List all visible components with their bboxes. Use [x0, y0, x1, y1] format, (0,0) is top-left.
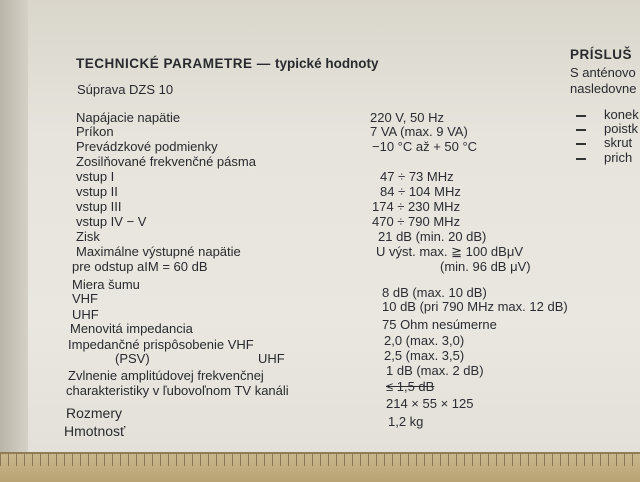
row-value: 47 ÷ 73 MHz	[380, 169, 454, 184]
row-value: 75 Ohm nesúmerne	[382, 317, 497, 332]
row-label: Miera šumu	[72, 277, 140, 292]
accessory-item: konek	[604, 107, 639, 122]
row-label: Rozmery	[66, 405, 123, 421]
row-label: charakteristiky v ľubovoľnom TV kanáli	[66, 383, 289, 398]
row-label: Maximálne výstupné napätie	[76, 244, 241, 259]
row-sublabel: UHF	[258, 351, 285, 366]
accessory-item: poistk	[604, 121, 638, 136]
section-title-text: TECHNICKÉ PARAMETRE	[76, 56, 253, 71]
row-value: 214 × 55 × 125	[386, 396, 474, 411]
accessories-line: nasledovne	[570, 81, 637, 96]
section-title	[76, 57, 379, 71]
ruler-ticks	[0, 454, 640, 466]
row-value: (min. 96 dB μV)	[440, 259, 531, 274]
row-value: U výst. max. ≧ 100 dBμV	[376, 244, 523, 259]
row-value: 84 ÷ 104 MHz	[380, 184, 461, 199]
row-label: vstup I	[76, 169, 115, 184]
page-fold-shadow	[0, 0, 28, 458]
row-label: Zvlnenie amplitúdovej frekvenčnej	[68, 368, 264, 383]
list-dash	[576, 143, 586, 145]
title-dash: —	[256, 56, 271, 71]
row-value: 1 dB (max. 2 dB)	[386, 363, 484, 378]
row-label: vstup II	[76, 184, 118, 199]
row-value: 2,5 (max. 3,5)	[384, 348, 465, 363]
set-name: Súprava DZS 10	[77, 82, 174, 97]
accessory-item: skrut	[604, 135, 633, 150]
row-label: pre odstup aIM = 60 dB	[72, 259, 208, 274]
accessory-item: prich	[604, 150, 633, 165]
row-label: Menovitá impedancia	[70, 321, 193, 336]
ruler	[0, 452, 640, 482]
list-dash	[576, 129, 586, 131]
row-label: UHF	[72, 307, 99, 322]
row-value: 10 dB (pri 790 MHz max. 12 dB)	[382, 299, 568, 314]
row-value: 2,0 (max. 3,0)	[384, 333, 465, 348]
row-label: Hmotnosť	[64, 423, 126, 439]
row-value: 1,2 kg	[388, 414, 424, 429]
row-label: Napájacie napätie	[76, 110, 181, 125]
row-value: −10 °C až + 50 °C	[372, 139, 478, 154]
row-value: ≤ 1,5 dB	[386, 379, 435, 394]
row-value: 7 VA (max. 9 VA)	[370, 124, 468, 139]
section-subtitle: typické hodnoty	[275, 56, 379, 71]
row-value: 174 ÷ 230 MHz	[372, 199, 461, 214]
row-label: Prevádzkové podmienky	[76, 139, 218, 154]
row-label: Impedančné prispôsobenie VHF	[68, 337, 254, 352]
row-value: 21 dB (min. 20 dB)	[378, 229, 487, 244]
row-label: vstup III	[76, 199, 122, 214]
row-label: Príkon	[76, 124, 114, 139]
row-value: 220 V, 50 Hz	[370, 110, 444, 125]
row-label: Zosilňované frekvenčné pásma	[76, 154, 256, 169]
row-label: vstup IV − V	[76, 214, 147, 229]
list-dash	[576, 115, 586, 117]
row-label: Zisk	[76, 229, 100, 244]
row-value: 8 dB (max. 10 dB)	[382, 285, 487, 300]
accessories-line: S anténovo	[570, 65, 636, 80]
row-label: VHF	[72, 291, 98, 306]
list-dash	[576, 158, 586, 160]
row-label: (PSV)	[115, 351, 150, 366]
accessories-title: PRÍSLUŠ	[570, 47, 633, 62]
row-value: 470 ÷ 790 MHz	[372, 214, 461, 229]
